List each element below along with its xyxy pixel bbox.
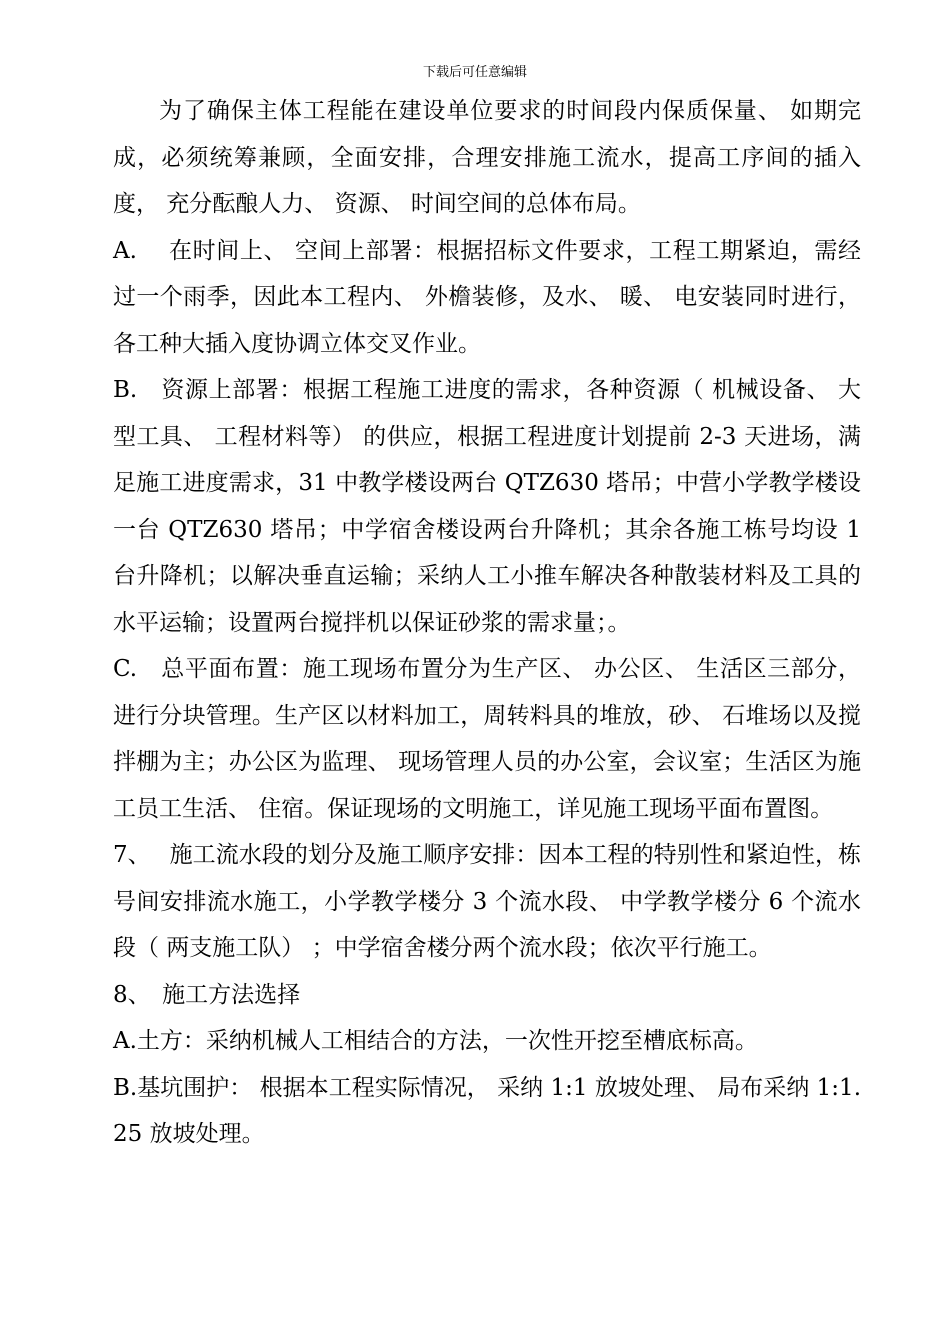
paragraph-a-time-space: A. 在时间上、 空间上部署：根据招标文件要求，工程工期紧迫，需经过一个雨季，因此本工程内、 外檐装修，及水、 暖、 电安装同时进行，各工种大插入度协调立体交叉作业。	[113, 237, 861, 357]
paragraph-intro: 为了确保主体工程能在建设单位要求的时间段内保质保量、 如期完成，必须统筹兼顾，全面安排，合理安排施工流水，提高工序间的插入度， 充分酝酿人力、 资源、 时间空间的总体布局。	[113, 98, 861, 217]
document-body	[113, 88, 861, 1158]
paragraph-b-resources: B. 资源上部署：根据工程施工进度的需求，各种资源（ 机械设备、 大型工具、 工程材料等） 的供应，根据工程进度计划提前 2-3 天进场，满足施工进度需求，31 中教学楼设两台 QTZ630 塔吊；中营小学教学楼设一台 QTZ630 塔吊；中学宿舍楼设两台升降机；其余各施工栋号均设 1 台升降机；以解决垂直运输；采纳人工小推车解决各种散装材料及工具的水平运输；设置两台搅拌机以保证砂浆的需求量；。	[113, 377, 861, 636]
paragraph-a-earthwork: A.土方：采纳机械人工相结合的方法，一次性开挖至槽底标高。	[113, 1028, 758, 1054]
paragraph-c-site-layout: C. 总平面布置：施工现场布置分为生产区、 办公区、 生活区三部分，进行分块管理。生产区以材料加工，周转料具的堆放，砂、 石堆场以及搅拌棚为主；办公区为监理、 现场管理人员的办公室，会议室；生活区为施工员工生活、 住宿。保证现场的文明施工，详见施工现场平面布置图。	[113, 656, 861, 822]
page-header: 下载后可任意编辑	[422, 65, 527, 80]
paragraph-7-flow-sections: 7、 施工流水段的划分及施工顺序安排：因本工程的特别性和紧迫性，栋号间安排流水施工，小学教学楼分 3 个流水段、 中学教学楼分 6 个流水段（ 两支施工队） ；中学宿舍楼分两个流水段；依次平行施工。	[113, 842, 861, 961]
paragraph-b-pit-support: B.基坑围护： 根据本工程实际情况， 采纳 1:1 放坡处理、 局布采纳 1:1.25 放坡处理。	[113, 1074, 861, 1147]
paragraph-8-method-heading: 8、 施工方法选择	[113, 981, 301, 1008]
